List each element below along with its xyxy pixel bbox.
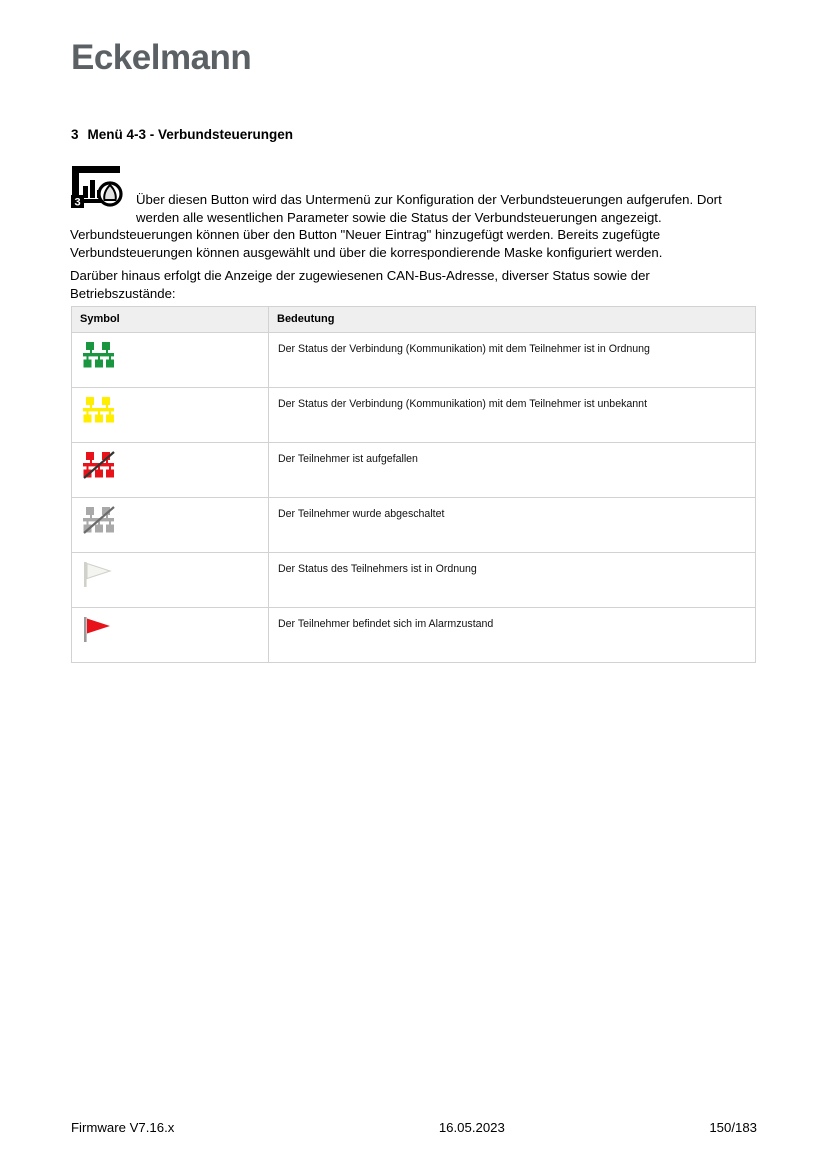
intro-paragraph-2: Darüber hinaus erfolgt die Anzeige der zugewiesenen CAN-Bus-Adresse, diverser Status sowie der Betriebszustände:: [70, 268, 650, 301]
flag-status-ok-icon: [82, 561, 122, 593]
table-row: [72, 388, 756, 443]
meaning-cell: Der Teilnehmer wurde abgeschaltet: [269, 498, 756, 553]
network-status-disabled-icon: [82, 506, 122, 538]
footer-page-number: 150/183: [709, 1120, 757, 1135]
network-status-failed-icon: [82, 451, 122, 483]
column-header-meaning: Bedeutung: [269, 307, 756, 333]
page-title: [71, 127, 293, 142]
meaning-cell: Der Teilnehmer ist aufgefallen: [269, 443, 756, 498]
table-row: [72, 443, 756, 498]
menu-icon-badge-label: 3: [74, 196, 81, 209]
symbol-cell: [72, 443, 269, 498]
intro-paragraph: Über diesen Button wird das Untermenü zur Konfiguration der Verbundsteuerungen aufgerufen. Dort werden alle wesentlichen Parameter sowie die Status der Verbundsteuerungen angezeigt. Verbundsteuerungen können über den Button "Neuer Eintrag" hinzugefügt werden. Bereits zugefügte Verbundsteuerungen können ausgewählt und über die korrespondierende Maske konfiguriert werden.: [70, 192, 722, 260]
network-status-ok-icon: [82, 341, 122, 373]
symbol-cell: [72, 553, 269, 608]
meaning-cell: Der Status der Verbindung (Kommunikation) mit dem Teilnehmer ist unbekannt: [269, 388, 756, 443]
symbol-cell: [72, 388, 269, 443]
symbol-cell: [72, 608, 269, 663]
symbol-legend-table: [71, 306, 756, 663]
intro-block: [70, 163, 760, 261]
table-row: [72, 333, 756, 388]
footer-firmware-version: Firmware V7.16.x: [71, 1120, 175, 1135]
network-status-unknown-icon: [82, 396, 122, 428]
table-header-row: [72, 307, 756, 333]
section-number: 3: [71, 127, 79, 142]
verbundsteuerungen-menu-icon: [70, 164, 124, 210]
flag-alarm-icon: [82, 616, 122, 648]
symbol-cell: [72, 333, 269, 388]
symbol-cell: [72, 498, 269, 553]
meaning-cell: Der Status des Teilnehmers ist in Ordnung: [269, 553, 756, 608]
table-row: [72, 553, 756, 608]
footer-date: 16.05.2023: [438, 1120, 505, 1135]
column-header-symbol: Symbol: [72, 307, 269, 333]
page-footer: [71, 1120, 757, 1135]
table-row: [72, 498, 756, 553]
eckelmann-logo: Eckelmann: [71, 38, 252, 77]
section-title: Menü 4-3 - Verbundsteuerungen: [87, 127, 294, 142]
meaning-cell: Der Status der Verbindung (Kommunikation) mit dem Teilnehmer ist in Ordnung: [269, 333, 756, 388]
table-row: [72, 608, 756, 663]
meaning-cell: Der Teilnehmer befindet sich im Alarmzustand: [269, 608, 756, 663]
